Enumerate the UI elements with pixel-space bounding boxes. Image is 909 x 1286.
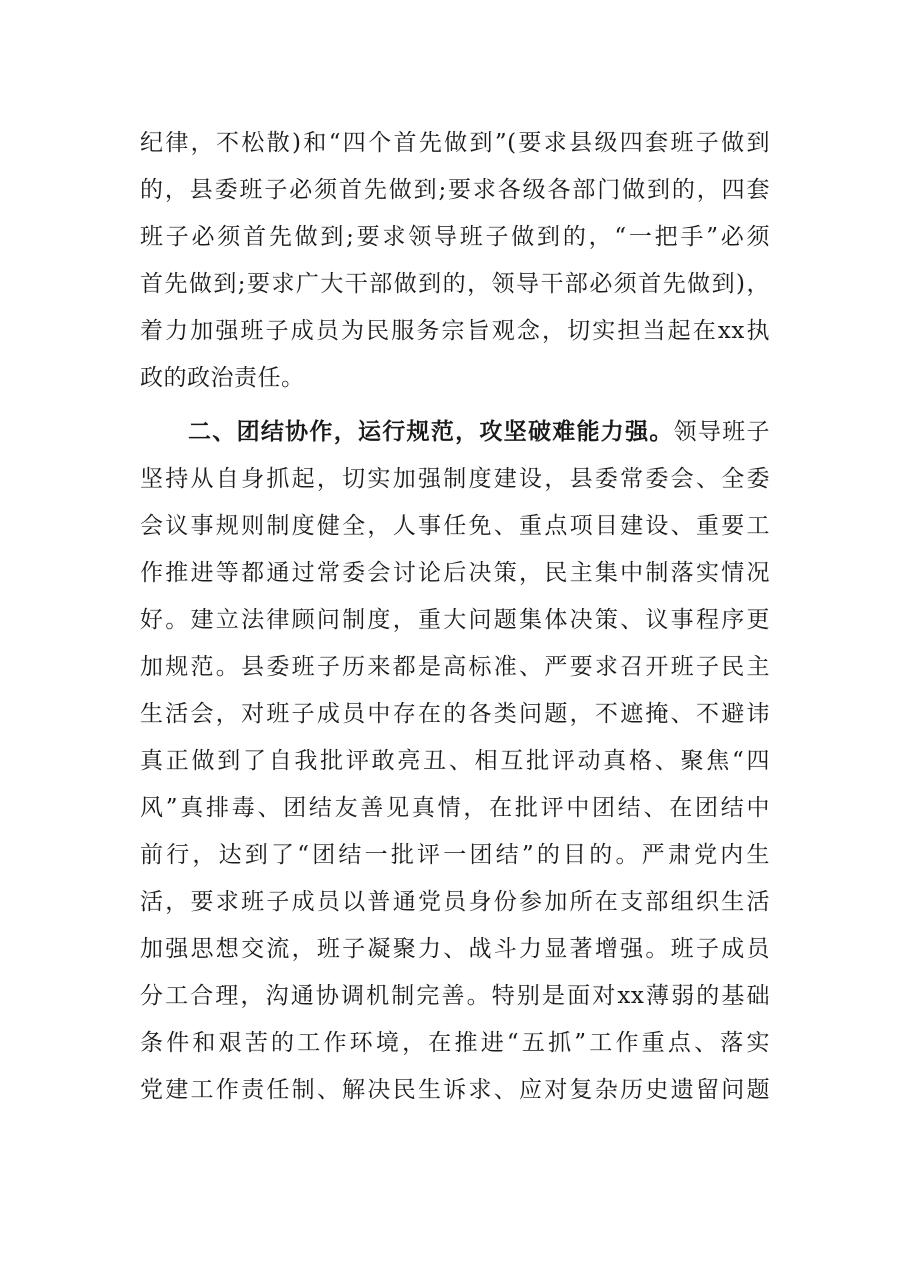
paragraph-2-line-6: 生活会，对班子成员中存在的各类问题，不遮掩、不避讳	[140, 701, 770, 727]
paragraph-2-line-14: 党建工作责任制、解决民生诉求、应对复杂历史遗留问题	[140, 1077, 770, 1103]
paragraph-2-line-13: 条件和艰苦的工作环境，在推进“五抓”工作重点、落实	[140, 1030, 770, 1056]
section-heading: 二、团结协作，运行规范，攻坚破难能力强。	[188, 418, 674, 445]
paragraph-2-line-3: 作推进等都通过常委会讨论后决策，民主集中制落实情况	[140, 560, 770, 586]
paragraph-2-first-line-text: 领导班子	[673, 419, 771, 445]
paragraph-2-first-line	[188, 414, 770, 450]
paragraph-2-line-9: 前行，达到了“团结一批评一团结”的目的。严肃党内生	[140, 842, 770, 868]
paragraph-2-line-4: 好。建立法律顾问制度，重大问题集体决策、议事程序更	[140, 607, 770, 633]
paragraph-2-line-12: 分工合理，沟通协调机制完善。特别是面对xx薄弱的基础	[140, 983, 770, 1009]
paragraph-2-line-5: 加规范。县委班子历来都是高标准、严要求召开班子民主	[140, 654, 770, 680]
paragraph-1-line-1: 纪律，不松散)和“四个首先做到”(要求县级四套班子做到	[140, 130, 770, 156]
paragraph-1-line-3: 班子必须首先做到;要求领导班子做到的，“一把手”必须	[140, 224, 770, 250]
paragraph-1-line-2: 的，县委班子必须首先做到;要求各级各部门做到的，四套	[140, 177, 770, 203]
paragraph-1-line-4: 首先做到;要求广大干部做到的，领导干部必须首先做到)，	[140, 271, 770, 297]
paragraph-2-line-2: 会议事规则制度健全，人事任免、重点项目建设、重要工	[140, 513, 770, 539]
paragraph-2-line-8: 风”真排毒、团结友善见真情，在批评中团结、在团结中	[140, 795, 770, 821]
paragraph-2-line-1: 坚持从自身抓起，切实加强制度建设，县委常委会、全委	[140, 466, 770, 492]
paragraph-1-line-5: 着力加强班子成员为民服务宗旨观念，切实担当起在xx执	[140, 318, 770, 344]
paragraph-1-line-6: 政的政治责任。	[140, 365, 305, 391]
paragraph-2-line-7: 真正做到了自我批评敢亮丑、相互批评动真格、聚焦“四	[140, 748, 770, 774]
paragraph-2-line-11: 加强思想交流，班子凝聚力、战斗力显著增强。班子成员	[140, 936, 770, 962]
paragraph-2-line-10: 活，要求班子成员以普通党员身份参加所在支部组织生活	[140, 889, 770, 915]
